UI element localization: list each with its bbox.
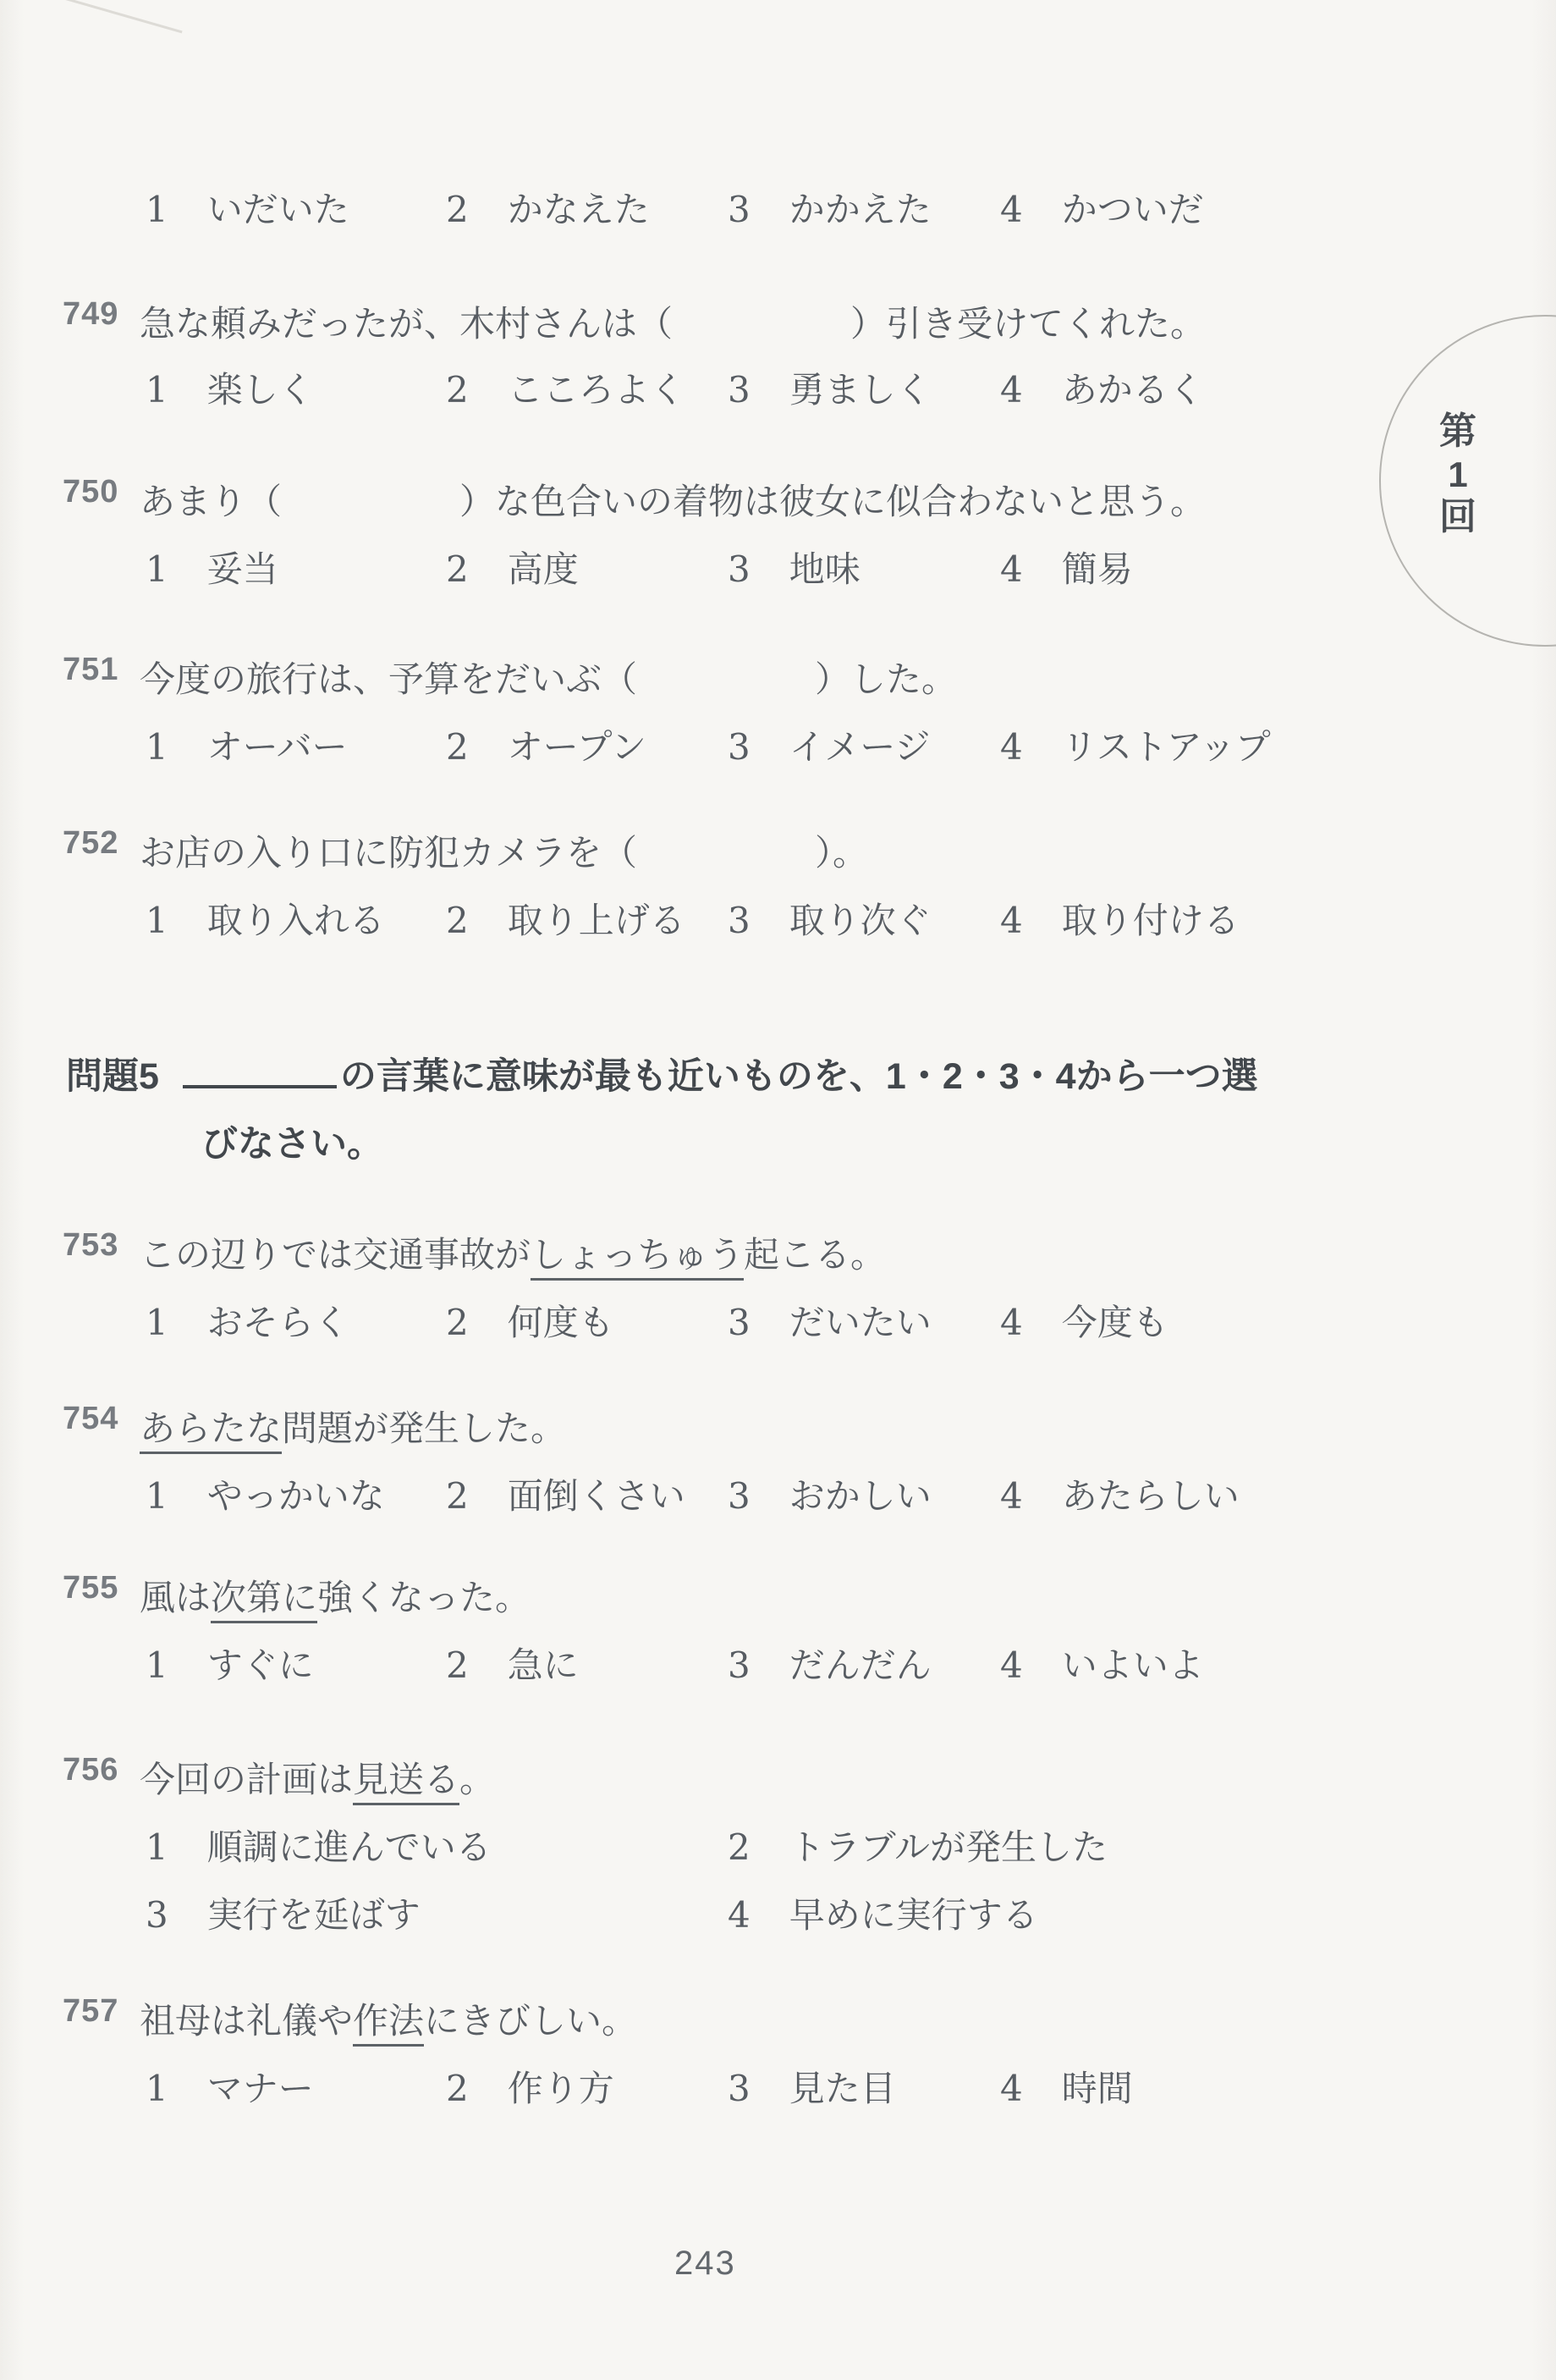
option-number: 2 (446, 900, 469, 941)
option-label: やっかいな (206, 1475, 385, 1517)
page-number: 243 (674, 2245, 736, 2282)
option-number: 3 (728, 726, 751, 768)
stem-post: にきびしい。 (424, 2000, 638, 2041)
option-number: 3 (728, 2068, 751, 2109)
option-label: 見た目 (789, 2068, 896, 2109)
stem-post: 問題が発生した。 (282, 1408, 567, 1449)
option-1 (146, 719, 446, 770)
option-number: 1 (146, 548, 168, 590)
option-label: 急に (507, 1645, 579, 1686)
option-number: 4 (728, 1894, 751, 1936)
option-2 (446, 362, 728, 413)
question-756-options-row2 (146, 1887, 1423, 1938)
option-label: かかえた (789, 189, 932, 230)
option-2 (446, 1295, 728, 1346)
option-number: 4 (1000, 189, 1023, 230)
option-number: 1 (146, 1302, 168, 1343)
option-number: 3 (728, 1645, 751, 1686)
question-number: 755 (63, 1570, 119, 1606)
mondai5-header-line2: びなさい。 (201, 1124, 383, 1165)
option-number: 3 (728, 189, 751, 230)
tab-char-dai: 第 (1439, 410, 1476, 452)
mondai5-blank-underline (183, 1085, 337, 1088)
option-number: 2 (446, 2068, 469, 2109)
option-1 (146, 362, 446, 413)
question-751-options (146, 719, 1423, 770)
option-number: 1 (146, 1475, 168, 1517)
option-number: 4 (1000, 900, 1023, 941)
option-1 (146, 1820, 728, 1870)
question-753-options (146, 1295, 1423, 1346)
option-1 (146, 1638, 446, 1689)
option-number: 3 (146, 1894, 168, 1936)
option-3 (728, 1468, 1000, 1519)
tab-char-kai: 回 (1439, 496, 1476, 538)
option-1 (146, 542, 446, 592)
option-label: あたらしい (1061, 1475, 1240, 1517)
option-4 (1000, 1638, 1423, 1689)
mondai5-header-text: の言葉に意味が最も近いものを、1・2・3・4から一つ選 (339, 1056, 1258, 1097)
option-number: 4 (1000, 369, 1023, 410)
question-stem: あまり（ ）な色合いの着物は彼女に似合わないと思う。 (140, 481, 1207, 522)
option-label: だいたい (789, 1302, 932, 1343)
option-number: 2 (446, 726, 469, 768)
option-2 (446, 719, 728, 770)
mondai5-header-line1 (66, 1048, 1258, 1099)
question-stem: お店の入り口に防犯カメラを（ ）。 (140, 832, 869, 873)
question-stem: 急な頼みだったが、木村さんは（ ）引き受けてくれた。 (140, 303, 1207, 344)
option-label: 実行を延ばす (206, 1894, 421, 1936)
option-label: かついだ (1061, 189, 1204, 230)
option-number: 3 (728, 548, 751, 590)
option-label: いだいた (206, 189, 349, 230)
stem-pre: 今回の計画は (140, 1759, 354, 1800)
option-label: 順調に進んでいる (206, 1826, 492, 1868)
option-3 (728, 1638, 1000, 1689)
option-3 (728, 893, 1000, 944)
question-750-options (146, 542, 1423, 592)
option-label: こころよく (507, 369, 685, 410)
stem-pre: この辺りでは交通事故が (140, 1234, 531, 1275)
option-4 (1000, 2061, 1423, 2112)
question-754-options (146, 1468, 1423, 1519)
question-756-options-row1 (146, 1820, 1423, 1870)
option-number: 3 (728, 900, 751, 941)
option-label: いよいよ (1061, 1645, 1204, 1686)
question-stem (140, 1993, 1375, 2044)
option-3 (146, 1887, 728, 1938)
option-label: 取り上げる (507, 900, 685, 941)
question-number: 756 (63, 1752, 119, 1788)
option-1 (146, 893, 446, 944)
stem-underlined: 見送る (353, 1759, 459, 1805)
option-2 (446, 1468, 728, 1519)
option-number: 3 (728, 1302, 751, 1343)
option-label: 勇ましく (789, 369, 932, 410)
option-2 (446, 1638, 728, 1689)
option-3 (728, 719, 1000, 770)
option-number: 1 (146, 369, 168, 410)
option-4 (1000, 542, 1423, 592)
option-number: 4 (1000, 1645, 1023, 1686)
option-label: 妥当 (206, 548, 278, 590)
option-label: 地味 (789, 548, 860, 590)
option-label: だんだん (789, 1645, 932, 1686)
option-number: 2 (446, 1475, 469, 1517)
option-label: かなえた (507, 189, 650, 230)
option-4 (1000, 362, 1423, 413)
question-stem (140, 1227, 1375, 1278)
question-number: 749 (63, 296, 119, 332)
option-number: 2 (446, 369, 469, 410)
option-label: あかるく (1061, 369, 1204, 410)
option-number: 3 (728, 369, 751, 410)
stem-pre: 祖母は礼儀や (140, 2000, 354, 2041)
option-number: 2 (446, 189, 469, 230)
option-label: すぐに (206, 1645, 314, 1686)
question-755-options (146, 1638, 1423, 1689)
option-number: 2 (446, 548, 469, 590)
stem-post: 起こる。 (744, 1234, 887, 1275)
option-label: マナー (206, 2068, 314, 2109)
option-label: おそらく (206, 1302, 349, 1343)
option-number: 2 (446, 1645, 469, 1686)
option-1 (146, 182, 446, 233)
section-tab-label (1433, 410, 1482, 539)
option-label: オーバー (206, 726, 348, 768)
option-2 (446, 182, 728, 233)
option-1 (146, 1468, 446, 1519)
option-number: 4 (1000, 1302, 1023, 1343)
question-752-options (146, 893, 1423, 944)
option-2 (446, 2061, 728, 2112)
option-label: 早めに実行する (789, 1894, 1038, 1936)
stem-underlined: 作法 (353, 2000, 424, 2047)
option-3 (728, 362, 1000, 413)
question-749-options (146, 362, 1423, 413)
option-number: 1 (146, 2068, 168, 2109)
option-label: 楽しく (206, 369, 314, 410)
option-number: 4 (1000, 1475, 1023, 1517)
question-number: 751 (63, 652, 119, 687)
option-4 (1000, 719, 1423, 770)
option-number: 4 (1000, 548, 1023, 590)
question-number: 750 (63, 474, 119, 510)
question-number: 753 (63, 1227, 119, 1263)
question-stem (140, 1570, 1375, 1621)
option-number: 1 (146, 726, 168, 768)
prev-question-options-row (146, 182, 1423, 233)
option-number: 1 (146, 900, 168, 941)
option-4 (728, 1887, 1423, 1938)
option-number: 4 (1000, 2068, 1023, 2109)
question-number: 752 (63, 825, 119, 861)
option-number: 3 (728, 1475, 751, 1517)
option-4 (1000, 182, 1423, 233)
option-2 (446, 542, 728, 592)
question-number: 754 (63, 1401, 119, 1436)
stem-underlined: あらたな (140, 1408, 282, 1454)
option-number: 1 (146, 1826, 168, 1868)
option-3 (728, 182, 1000, 233)
scan-streak-artifact (0, 0, 183, 33)
option-number: 4 (1000, 726, 1023, 768)
tab-char-1: 1 (1448, 454, 1468, 494)
stem-underlined: 次第に (211, 1577, 317, 1623)
option-4 (1000, 893, 1423, 944)
option-label: 取り入れる (206, 900, 385, 941)
option-label: 作り方 (507, 2068, 614, 2109)
option-number: 2 (446, 1302, 469, 1343)
option-label: 何度も (507, 1302, 614, 1343)
option-number: 1 (146, 189, 168, 230)
question-757-options (146, 2061, 1423, 2112)
stem-pre: 風は (140, 1577, 212, 1618)
stem-post: 。 (459, 1759, 496, 1800)
option-label: 時間 (1061, 2068, 1133, 2109)
option-label: トラブルが発生した (789, 1826, 1108, 1868)
option-label: 取り次ぐ (789, 900, 932, 941)
option-number: 2 (728, 1826, 751, 1868)
stem-underlined: しょっちゅう (531, 1234, 744, 1281)
option-label: 面倒くさい (507, 1475, 685, 1517)
stem-post: 強くなった。 (317, 1577, 531, 1618)
option-label: 今度も (1061, 1302, 1168, 1343)
option-label: おかしい (789, 1475, 932, 1517)
option-label: リストアップ (1061, 726, 1271, 768)
option-label: イメージ (789, 726, 931, 768)
question-stem (140, 1401, 1375, 1452)
option-1 (146, 2061, 446, 2112)
option-label: オープン (507, 726, 646, 768)
option-label: 簡易 (1061, 548, 1133, 590)
option-label: 高度 (507, 548, 579, 590)
mondai5-label: 問題5 (66, 1056, 159, 1097)
option-4 (1000, 1468, 1423, 1519)
question-number: 757 (63, 1993, 119, 2029)
option-label: 取り付ける (1061, 900, 1240, 941)
option-number: 1 (146, 1645, 168, 1686)
option-3 (728, 1295, 1000, 1346)
option-2 (446, 893, 728, 944)
question-stem: 今度の旅行は、予算をだいぶ（ ）した。 (140, 658, 958, 700)
option-4 (1000, 1295, 1423, 1346)
question-stem (140, 1752, 1375, 1803)
option-2 (728, 1820, 1423, 1870)
option-3 (728, 542, 1000, 592)
option-1 (146, 1295, 446, 1346)
option-3 (728, 2061, 1000, 2112)
